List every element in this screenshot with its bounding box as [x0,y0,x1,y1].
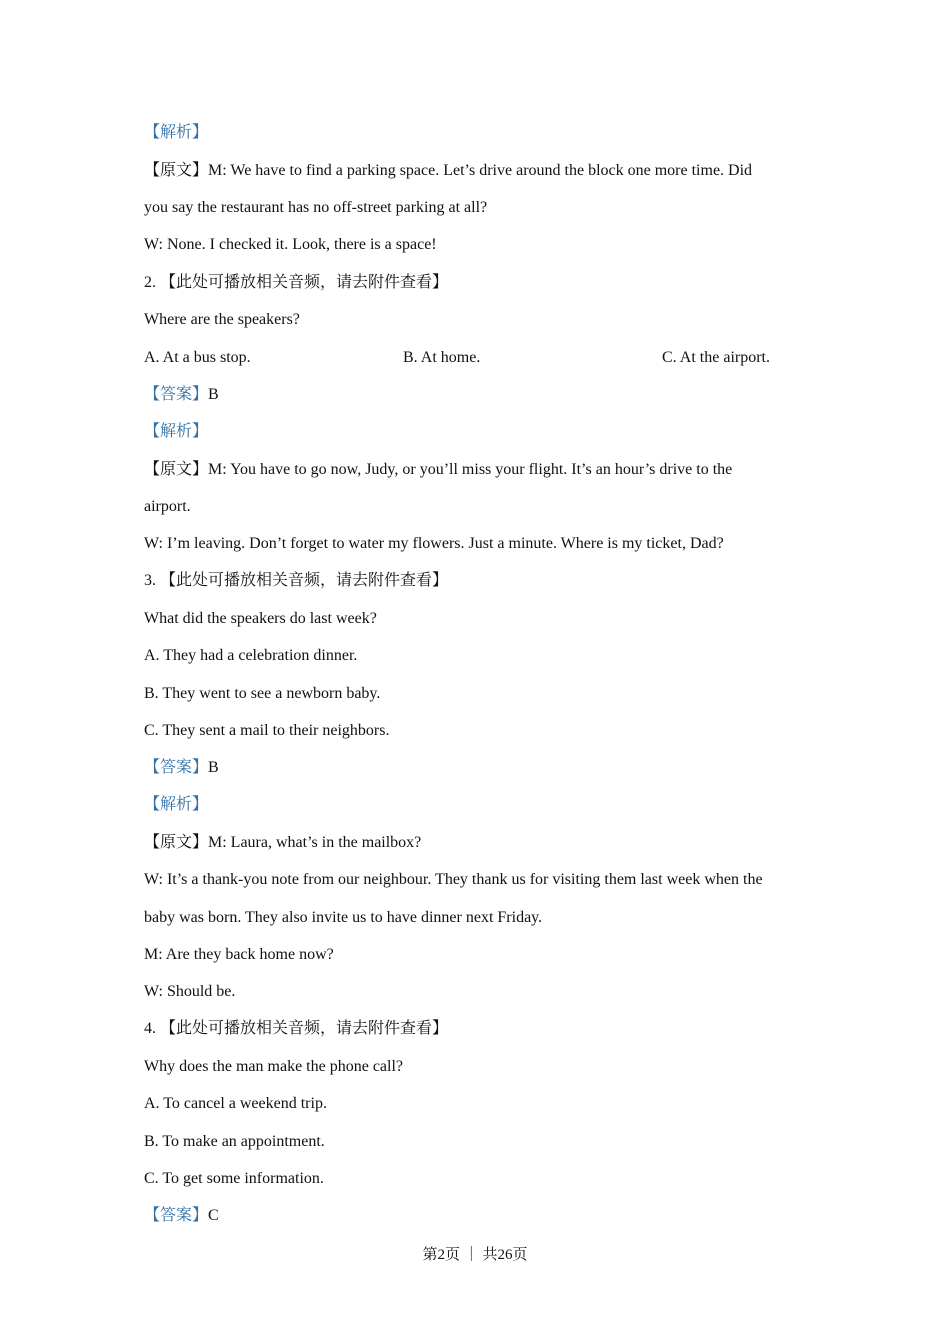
option-b: B. They went to see a newborn baby. [144,685,381,702]
option-c: C. At the airport. [662,349,770,366]
answer-line: 【答案】B [144,759,219,776]
question-number: 2. 【此处可播放相关音频，请去附件查看】 [144,274,449,291]
transcript-line: you say the restaurant has no off-street parking at all? [144,199,488,216]
option-b: B. To make an appointment. [144,1133,325,1150]
option-a: A. To cancel a weekend trip. [144,1095,327,1112]
option-a: A. At a bus stop. [144,349,251,366]
option-c: C. They sent a mail to their neighbors. [144,722,390,739]
transcript-line: W: None. I checked it. Look, there is a space! [144,236,437,253]
question-number: 4. 【此处可播放相关音频，请去附件查看】 [144,1020,449,1037]
answer-line: 【答案】B [144,386,219,403]
analysis-label: 【解析】 [144,124,209,141]
transcript-line: W: Should be. [144,983,236,1000]
page-footer: 第2页 ｜ 共26页 [422,1247,528,1263]
transcript-line: W: It’s a thank-you note from our neighbour. They thank us for visiting them last week when the [144,871,763,888]
transcript-line: 【原文】M: Laura, what’s in the mailbox? [144,834,422,851]
transcript-line: W: I’m leaving. Don’t forget to water my flowers. Just a minute. Where is my ticket, Dad? [144,535,724,552]
option-a: A. They had a celebration dinner. [144,647,358,664]
transcript-line: 【原文】M: We have to find a parking space. Let’s drive around the block one more time. Did [144,162,753,179]
answer-line: 【答案】C [144,1207,219,1224]
option-c: C. To get some information. [144,1170,324,1187]
analysis-label: 【解析】 [144,423,209,440]
transcript-line: M: Are they back home now? [144,946,334,963]
question-text: Where are the speakers? [144,311,300,328]
transcript-line: 【原文】M: You have to go now, Judy, or you’ll miss your flight. It’s an hour’s drive to the [144,461,733,478]
option-b: B. At home. [403,349,481,366]
question-text: Why does the man make the phone call? [144,1058,404,1075]
transcript-line: airport. [144,498,191,515]
analysis-label: 【解析】 [144,796,209,813]
question-number: 3. 【此处可播放相关音频，请去附件查看】 [144,572,449,589]
transcript-line: baby was born. They also invite us to have dinner next Friday. [144,909,543,926]
question-text: What did the speakers do last week? [144,610,377,627]
